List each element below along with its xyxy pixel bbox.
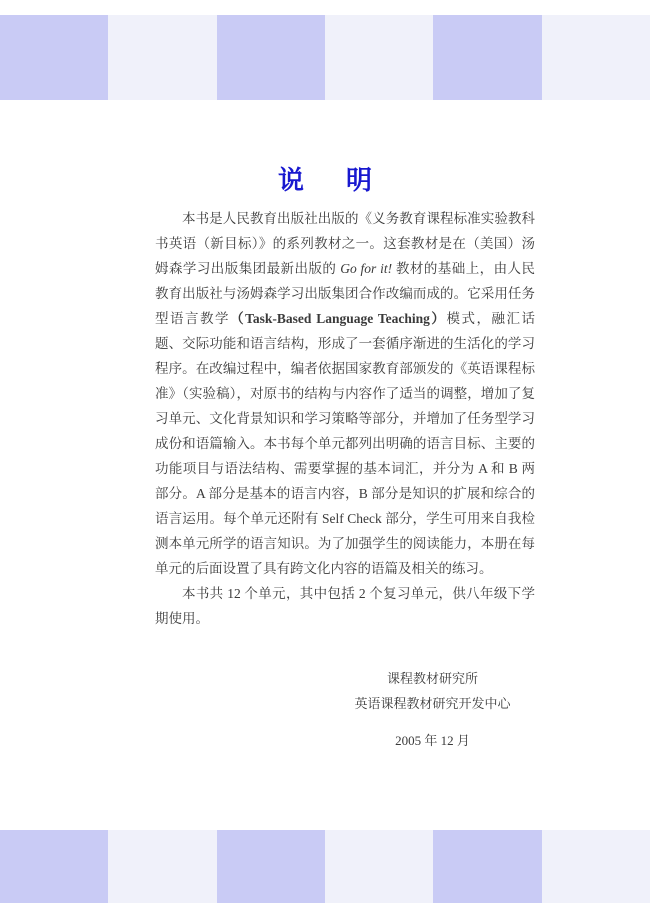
decor-block bbox=[542, 830, 650, 903]
decor-block bbox=[433, 15, 541, 100]
task-based-term: （Task-Based Language Teaching） bbox=[230, 311, 447, 326]
paragraph-1-text: 模式，融汇话题、交际功能和语言结构，形成了一套循序渐进的生活化的学习程序。在改编过程中，编者依据国家教育部颁发的《英语课程标准》（实验稿），对原书的结构与内容作了适当的调整，增加了复习单元、文化背景知识和学习策略等部分，并增加了任务型学习成份和语篇输入。本书每个单元都列出明确的语言目标、主要的功能项目与语法结构、需要掌握的基本词汇，并分为 A 和 B 两部分。A 部分是基本的语言内容，B 部分是知识的扩展和综合的语言运用。每个单元还附有 Self Check 部分，学生可用来自我检测本单元所学的语言知识。为了加强学生的阅读能力，本册在每单元的后面设置了具有跨文化内容的语篇及相关的练习。 bbox=[155, 311, 535, 576]
decor-block bbox=[0, 830, 108, 903]
paragraph-1 bbox=[155, 206, 535, 581]
decor-block bbox=[0, 15, 108, 100]
decor-block bbox=[108, 830, 216, 903]
signature-block bbox=[330, 666, 535, 753]
paragraph-2: 本书共 12 个单元，其中包括 2 个复习单元，供八年级下学期使用。 bbox=[155, 586, 535, 626]
signature-date: 2005 年 12 月 bbox=[395, 733, 470, 748]
decor-block bbox=[108, 15, 216, 100]
decor-block bbox=[325, 15, 433, 100]
paragraph-1-text: 本书是人民教育出版社出版的《义务教育课程标准实验教科书英语（新目标）》的系列教材之一。这套教材是在（美国）汤姆森学习出版集团最新出版的 bbox=[155, 211, 535, 276]
decor-block bbox=[433, 830, 541, 903]
bottom-checker-band bbox=[0, 830, 650, 903]
decor-block bbox=[217, 830, 325, 903]
page-title: 说明 bbox=[277, 165, 414, 196]
decor-block bbox=[325, 830, 433, 903]
decor-block bbox=[542, 15, 650, 100]
body-text bbox=[155, 206, 535, 631]
paragraph-1-text: 教材的基础上，由人民教育出版社与汤姆森学习出版集团合作改编而成的。它采用任务型语言教学 bbox=[155, 261, 535, 326]
go-for-it-book-title: Go for it! bbox=[340, 261, 393, 276]
decor-block bbox=[217, 15, 325, 100]
signature-line-institute: 课程教材研究所 bbox=[386, 671, 478, 686]
signature-line-center: 英语课程教材研究开发中心 bbox=[354, 696, 511, 711]
top-checker-band bbox=[0, 15, 650, 100]
